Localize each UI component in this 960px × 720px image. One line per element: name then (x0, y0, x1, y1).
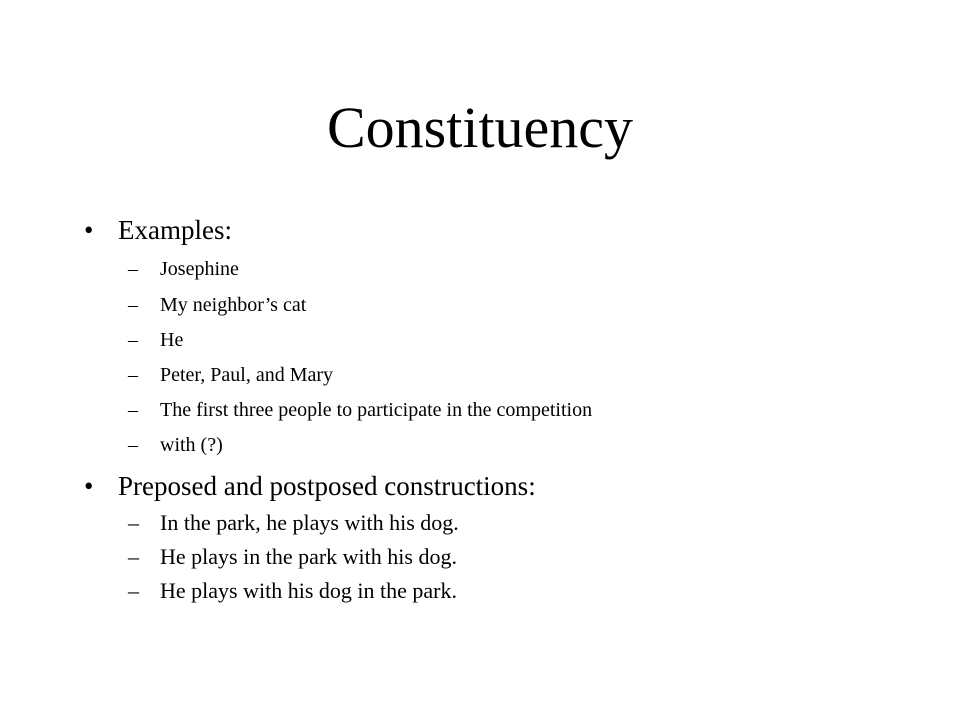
bullet-examples (84, 213, 232, 247)
dash-marker: – (128, 510, 139, 535)
bullet-marker: • (84, 215, 94, 245)
sub-item-text: He (160, 329, 184, 351)
sub-item (128, 256, 239, 282)
sub-item-text: Peter, Paul, and Mary (160, 364, 334, 386)
sub-item (128, 362, 333, 388)
sub-item (128, 327, 183, 353)
dash-marker: – (128, 434, 138, 456)
dash-marker: – (128, 544, 139, 569)
bullet-text: Preposed and postposed constructions: (118, 471, 536, 501)
dash-marker: – (128, 364, 138, 386)
slide-title: Constituency (326, 95, 634, 160)
dash-marker: – (128, 258, 138, 280)
sub-item-text: He plays with his dog in the park. (160, 578, 457, 603)
sub-item-text: with (?) (160, 434, 223, 456)
sub-item (128, 292, 306, 318)
dash-marker: – (128, 329, 138, 351)
sub-item-text: Josephine (160, 258, 239, 280)
sub-item-text: He plays in the park with his dog. (160, 544, 457, 569)
dash-marker: – (128, 399, 138, 421)
sub-item (128, 578, 457, 604)
bullet-text: Examples: (118, 215, 232, 245)
bullet-constructions (84, 469, 536, 503)
sub-item-text: In the park, he plays with his dog. (160, 510, 459, 535)
sub-item-text: The first three people to participate in the competition (160, 399, 593, 421)
sub-item-text: My neighbor’s cat (160, 294, 307, 316)
dash-marker: – (128, 294, 138, 316)
dash-marker: – (128, 578, 139, 603)
sub-item (128, 510, 459, 536)
bullet-marker: • (84, 471, 94, 501)
sub-item (128, 432, 223, 458)
sub-item (128, 397, 592, 423)
sub-item (128, 544, 457, 570)
